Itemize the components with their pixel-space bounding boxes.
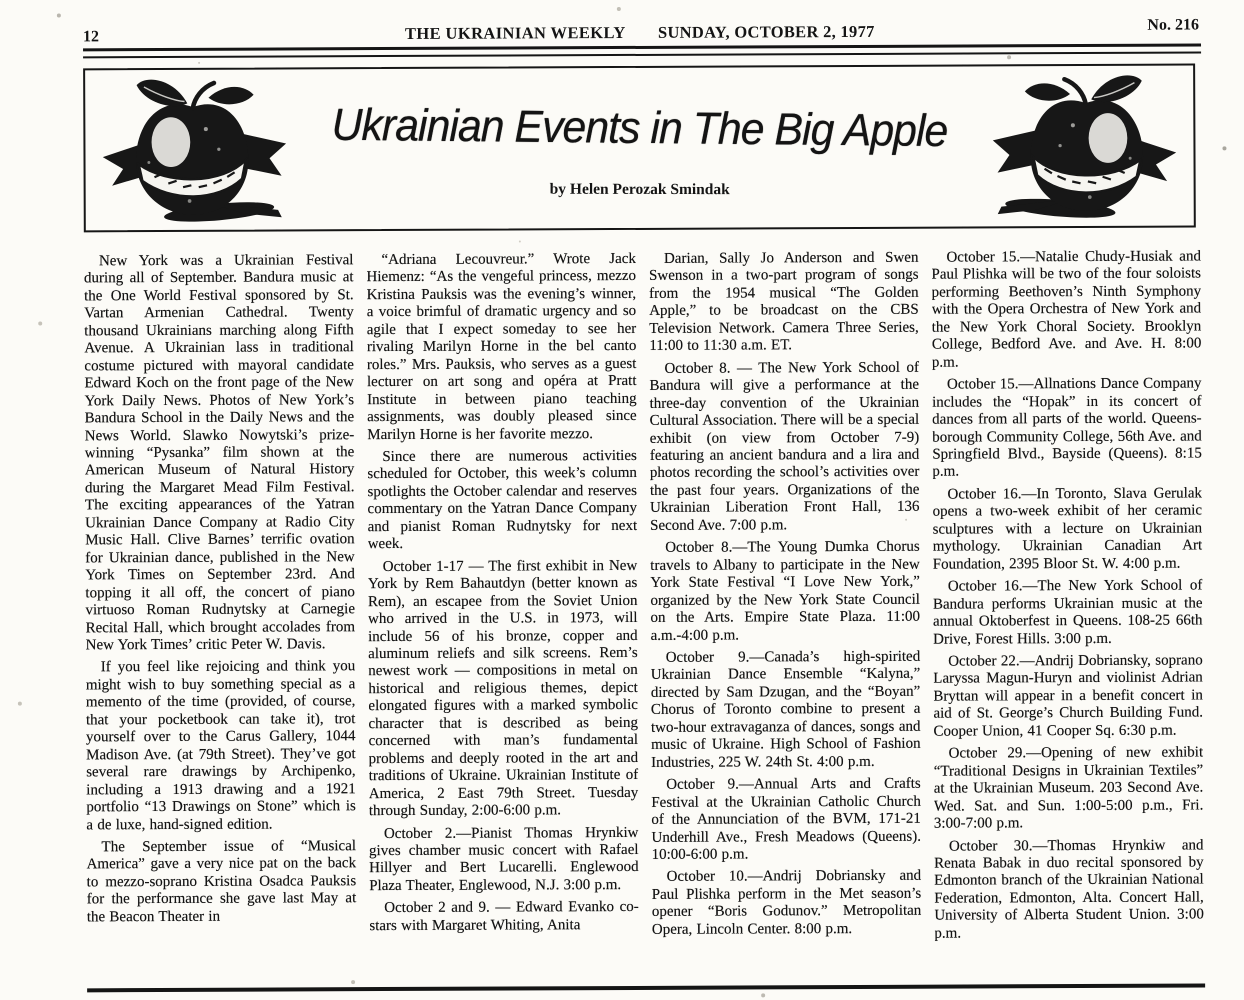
publication-name: THE UKRAINIAN WEEKLY [404,22,626,43]
paragraph: October 1-17 — The first exhibit in New York by Rem Bahautdyn (better known as Rem), an escapee from the Soviet Union who arrived in the U.S. in 1973, will include 56 of his bronze, copper and aluminum reliefs and silk screens. Rem’s newest work — compositions in metal on historical and religious themes, depict elongated figures with a marked symbolic character that is described as being concerned with man’s fundamental problems and deeply rooted in the art and traditions of Ukraine. Ukrainian Institute of America, 2 East 79th Street. Tuesday through Sunday, 2:00-6:00 p.m. [367,557,639,820]
paragraph: October 22.—Andrij Dobriansky, soprano Laryssa Magun-Huryn and violinist Adrian Bryttan will appear in a benefit concert in aid of St. George’s Church Building Fund. Cooper Union, 41 Cooper Sq. 6:30 p.m. [933,652,1203,740]
article-column-3 [649,250,922,988]
paragraph: New York was a Ukrainian Festival during all of September. Bandura music at the One World Festival sponsored by St. Vartan Armenian Cathedral. Twenty thousand Ukrainians marching along Fifth Avenue. A Ukrainian lass in traditional costume pictured with mayoral candidate Edward Koch on the front page of the New York Daily News. Photos of New York’s Bandura School in the Daily News and the News World. Slawko Nowytski’s prize-winning “Pysanka” film shown at the American Museum of Natural History during the Margaret Mead Film Festival. The exciting appearances of the Yatran Ukrainian Dance Company at Radio City Music Hall. Clive Barnes’ terrific ovation for Ukrainian dance, published in the New York Times on September 23rd. And topping it all off, the concert of piano virtuoso Roman Rudnytsky at Carnegie Recital Hall, which brought accolades from New York Times’ critic Peter W. Davis. [83,252,356,654]
issue-number: No. 216 [1147,16,1199,34]
paragraph: October 10.—Andrij Dobriansky and Paul Plishka perform in the Met season’s opener “Boris Godunov.” Metropolitan Opera, Lincoln Center. 8:00 p.m. [651,868,922,938]
paragraph: October 16.—The New York School of Bandura performs Ukrainian music at the annual Oktoberfest in Queens. 108-25 66th Drive, Forest Hills. 3:00 p.m. [932,577,1203,648]
headline-box [83,63,1196,232]
paragraph: Darian, Sally Jo Anderson and Swen Swenson in a two-part program of songs from the 1954 musical “The Golden Apple,” to be broadcast on the CBS Television Network. Camera Three Series, 11:00 to 11:30 a.m. ET. [648,249,919,355]
paragraph: October 15.—Allnations Dance Company includes the “Hopak” in its concert of dances from all parts of the world. Queens-borough Community College, 56th Ave. and Springfield Blvd., Bayside (Queens). 8:15 p.m. [932,375,1202,481]
article-title: Ukrainian Events in The Big Apple [331,98,948,156]
paragraph: October 29.—Opening of new exhibit “Traditional Designs in Ukrainian Textiles” at the Ukrainian Museum. 203 Second Ave. Wed. Sat. and Sun. 1:00-5:00 p.m., Fri. 3:00-7:00 p.m. [933,744,1204,832]
article-column-4 [931,248,1204,986]
masthead-rule-thin [83,51,1201,58]
article-column-2 [366,251,639,989]
paragraph: The September issue of “Musical America” gave a very nice pat on the back to mezzo-soprano Kristina Osadca Pauksis for the performance she gave last May at the Beacon Theater in [86,838,357,926]
issue-date: SUNDAY, OCTOBER 2, 1977 [657,21,875,42]
paragraph: If you feel like rejoicing and think you might wish to buy something special as a memento of the time (provided, of course, that your pocketbook can take it), trot yourself over to the Carus Gallery, 1044 Madison Ave. (at 79th Street). They’ve got several rare drawings by Archipenko, including a 1913 drawing and a 1921 portfolio “13 Drawings on Stone” which is a de luxe, hand-signed edition. [85,658,356,833]
paragraph: October 9.—Annual Arts and Crafts Festival at the Ukrainian Catholic Church of the Annunciation of the BVM, 171-21 Underhill Ave., Fresh Meadows (Queens). 10:00-6:00 p.m. [651,775,922,863]
paragraph: October 8.—The Young Dumka Chorus travels to Albany to participate in the New York State Festival “I Love New York,” organized by the New York State Council on the Arts. Empire State Plaza. 11:00 a.m.-4:00 p.m. [650,538,921,644]
apple-ribbon-icon [982,70,1188,223]
article-column-1 [84,252,357,990]
paragraph: October 9.—Canada’s high-spirited Ukrainian Dance Ensemble “Kalyna,” directed by Sam Dzugan, and the “Boyan” Chorus of Toronto combine to present a two-hour extravaganza of dances, songs and music of Ukraine. High School of Fashion Industries, 225 W. 24th St. 4:00 p.m. [650,648,921,771]
headline-block [296,96,982,200]
article-body [84,248,1204,990]
page-number: 12 [82,28,100,46]
article-byline: by Helen Perozak Smindak [549,180,730,198]
paragraph: October 2 and 9. — Edward Evanko co-stars with Margaret Whiting, Anita [369,899,639,934]
paragraph: October 8. — The New York School of Bandura will give a performance at the three-day convention of the Ukrainian Cultural Association. There will be a special exhibit (on view from October 7-9) featuring an ancient bandura and a lira and photos recording the school’s activities over the past four years. Organizations of the Ukrainian Liberation Front Hall, 136 Second Ave. 7:00 p.m. [649,359,920,534]
paragraph: “Adriana Lecouvreur.” Wrote Jack Hiemenz: “As the vengeful princess, mezzo Kristina Pauksis was the evening’s winner, a voice brimful of dramatic urgency and so agile that I expect someday to see her rivaling Marilyn Horne in the bel canto roles.” Mrs. Pauksis, who serves as a guest lecturer on art song and opéra at Pratt Institute in between piano teaching assignments, was doubly pleased since Marilyn Horne is her favorite mezzo. [366,250,637,443]
paragraph: October 15.—Natalie Chudy-Husiak and Paul Plishka will be two of the four soloists performing Beethoven’s Ninth Symphony with the Opera Orchestra of New York and the New York Choral Society. Brooklyn College, Bedford Ave. and Ave. H. 8:00 p.m. [931,248,1202,371]
apple-ribbon-icon [91,73,297,226]
paragraph: October 30.—Thomas Hrynkiw and Renata Babak in duo recital sponsored by Edmonton branch of the Ukrainian National Federation, Edmonton, Alta. Concert Hall, University of Alberta Student Union. 3:00 p.m. [934,836,1204,942]
paragraph: October 2.—Pianist Thomas Hrynkiw gives chamber music concert with Rafael Hillyer and Bert Lucarelli. Englewood Plaza Theater, Englewood, N.J. 3:00 p.m. [368,824,639,894]
paragraph: Since there are numerous activities scheduled for October, this week’s column spotlights the October calendar and reserves commentary on the Yatran Dance Company and pianist Roman Rudnytsky for next week. [367,447,638,553]
paragraph: October 16.—In Toronto, Slava Gerulak opens a two-week exhibit of her ceramic sculptures with a lecture on Ukrainian mythology. Ukrainian Canadian Art Foundation, 2395 Bloor St. W. 4:00 p.m. [932,485,1203,573]
